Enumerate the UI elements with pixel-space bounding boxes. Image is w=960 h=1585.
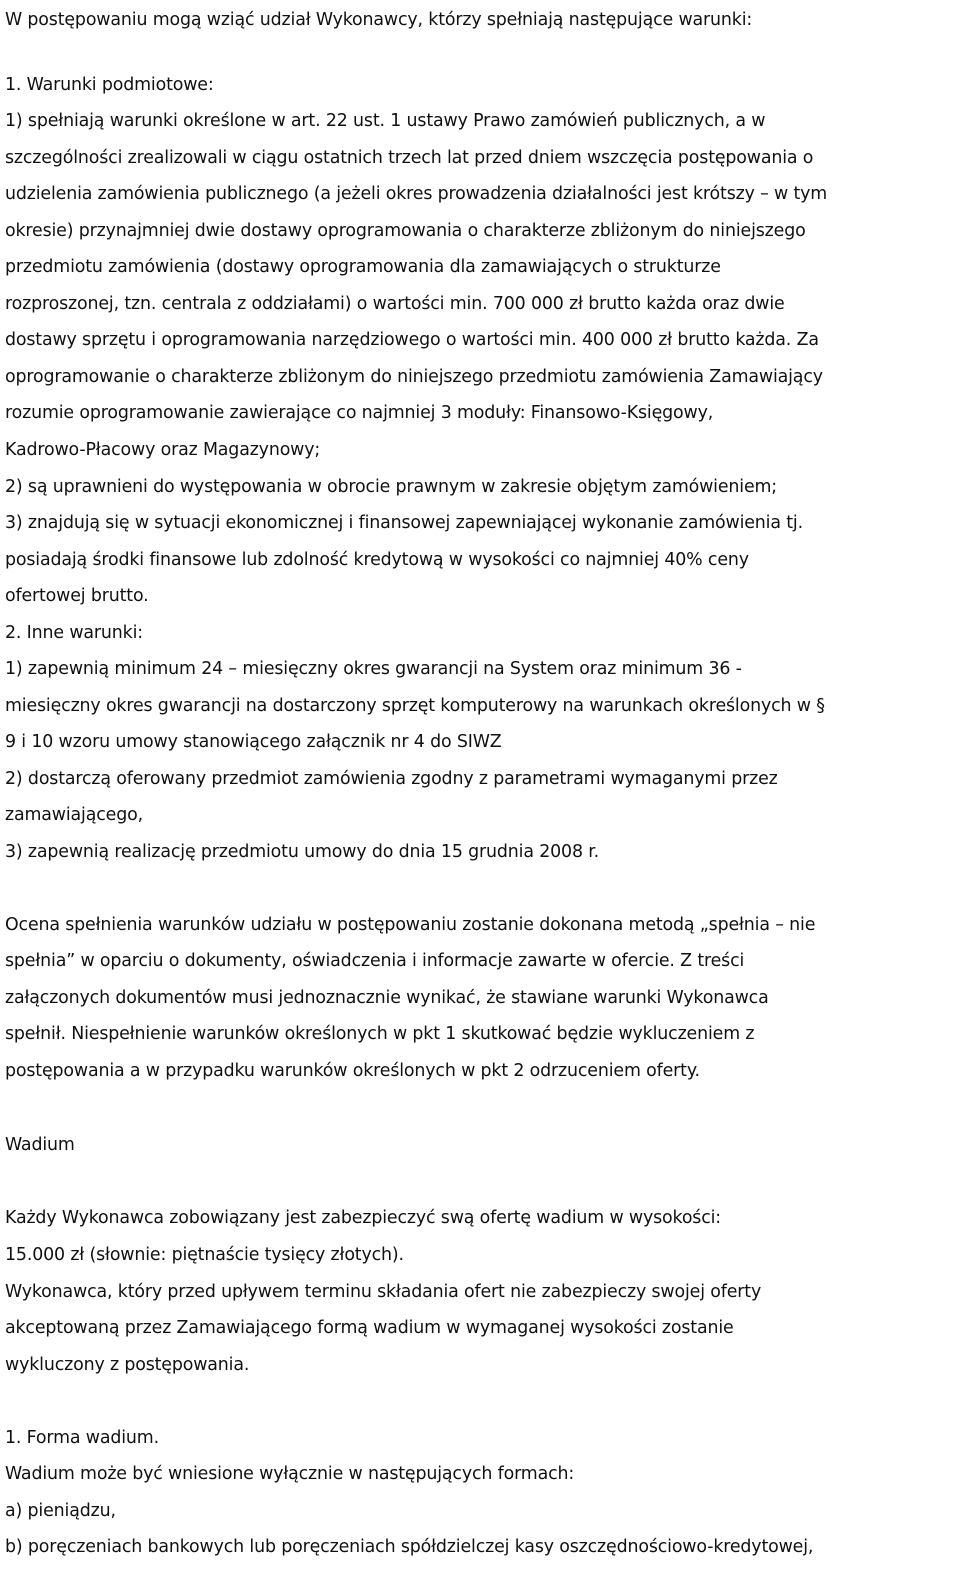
text-line: b) poręczeniach bankowych lub poręczeniach spółdzielczej kasy oszczędnościowo-kredytowej, — [5, 1537, 814, 1557]
text-line: zamawiającego, — [5, 805, 143, 825]
text-line: 2) dostarczą oferowany przedmiot zamówienia zgodny z parametrami wymaganymi przez — [5, 769, 778, 789]
text-line: dostawy sprzętu i oprogramowania narzędziowego o wartości min. 400 000 zł brutto każda. Za — [5, 330, 819, 350]
text-line: akceptowaną przez Zamawiającego formą wadium w wymaganej wysokości zostanie — [5, 1318, 734, 1338]
text-line: przedmiotu zamówienia (dostawy oprogramowania dla zamawiających o strukturze — [5, 257, 721, 277]
text-line: W postępowaniu mogą wziąć udział Wykonawcy, którzy spełniają następujące warunki: — [5, 10, 753, 30]
text-line: rozproszonej, tzn. centrala z oddziałami) o wartości min. 700 000 zł brutto każda oraz dwie — [5, 294, 785, 314]
text-line: okresie) przynajmniej dwie dostawy oprogramowania o charakterze zbliżonym do niniejszego — [5, 221, 806, 241]
text-line: Wadium może być wniesione wyłącznie w następujących formach: — [5, 1464, 575, 1484]
text-line: a) pieniądzu, — [5, 1501, 116, 1521]
text-line: Każdy Wykonawca zobowiązany jest zabezpieczyć swą ofertę wadium w wysokości: — [5, 1208, 722, 1228]
text-line: Ocena spełnienia warunków udziału w postępowaniu zostanie dokonana metodą „spełnia – nie — [5, 915, 816, 935]
text-line: spełnia” w oparciu o dokumenty, oświadczenia i informacje zawarte w ofercie. Z treści — [5, 951, 745, 971]
text-line: spełnił. Niespełnienie warunków określonych w pkt 1 skutkować będzie wykluczeniem z — [5, 1024, 755, 1044]
text-line: Kadrowo-Płacowy oraz Magazynowy; — [5, 440, 321, 460]
text-line: Wykonawca, który przed upływem terminu składania ofert nie zabezpieczy swojej oferty — [5, 1282, 762, 1302]
text-line: 1. Warunki podmiotowe: — [5, 75, 214, 95]
text-line: 3) znajdują się w sytuacji ekonomicznej i finansowej zapewniającej wykonanie zamówienia tj. — [5, 513, 803, 533]
text-line: wykluczony z postępowania. — [5, 1355, 250, 1375]
text-line: 1. Forma wadium. — [5, 1428, 159, 1448]
text-line: rozumie oprogramowanie zawierające co najmniej 3 moduły: Finansowo-Księgowy, — [5, 403, 714, 423]
text-line: ofertowej brutto. — [5, 586, 149, 606]
text-line: 2. Inne warunki: — [5, 623, 143, 643]
text-line: miesięczny okres gwarancji na dostarczony sprzęt komputerowy na warunkach określonych w § — [5, 696, 825, 716]
text-line: załączonych dokumentów musi jednoznacznie wynikać, że stawiane warunki Wykonawca — [5, 988, 769, 1008]
section-heading-wadium: Wadium — [5, 1135, 75, 1155]
text-line: 1) spełniają warunki określone w art. 22 ust. 1 ustawy Prawo zamówień publicznych, a w — [5, 111, 766, 131]
text-line: posiadają środki finansowe lub zdolność kredytową w wysokości co najmniej 40% ceny — [5, 550, 749, 570]
text-line: 1) zapewnią minimum 24 – miesięczny okres gwarancji na System oraz minimum 36 - — [5, 659, 742, 679]
text-line: 9 i 10 wzoru umowy stanowiącego załącznik nr 4 do SIWZ — [5, 732, 502, 752]
text-line: 3) zapewnią realizację przedmiotu umowy do dnia 15 grudnia 2008 r. — [5, 842, 600, 862]
text-line: 2) są uprawnieni do występowania w obrocie prawnym w zakresie objętym zamówieniem; — [5, 477, 778, 497]
text-line: postępowania a w przypadku warunków określonych w pkt 2 odrzuceniem oferty. — [5, 1061, 700, 1081]
text-line: szczególności zrealizowali w ciągu ostatnich trzech lat przed dniem wszczęcia postępowania o — [5, 148, 814, 168]
text-line: udzielenia zamówienia publicznego (a jeżeli okres prowadzenia działalności jest krótszy – w tym — [5, 184, 828, 204]
text-line: 15.000 zł (słownie: piętnaście tysięcy złotych). — [5, 1245, 404, 1265]
text-line: oprogramowanie o charakterze zbliżonym do niniejszego przedmiotu zamówienia Zamawiający — [5, 367, 823, 387]
